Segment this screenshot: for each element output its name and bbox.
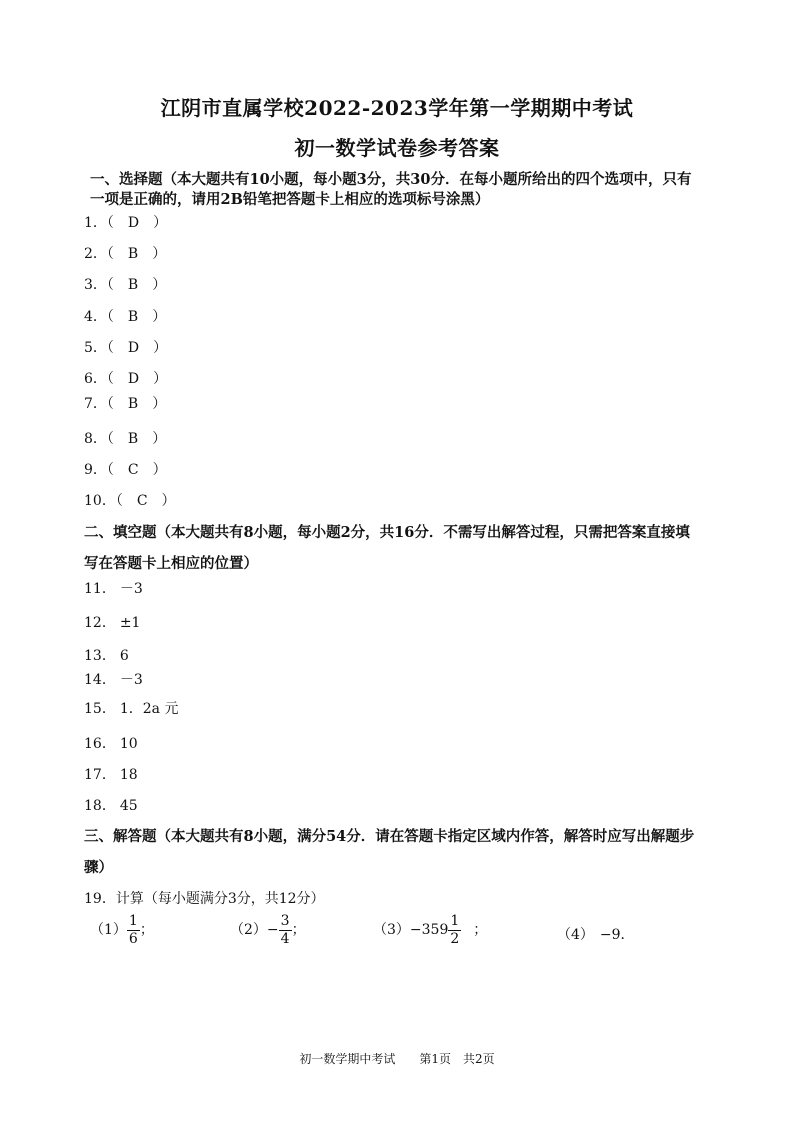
- question-number: 12．: [84, 615, 116, 631]
- choice-answer-row: [84, 274, 166, 294]
- question-number: 11．: [84, 581, 116, 597]
- section2-heading-line2: 写在答题卡上相应的位置）: [84, 555, 258, 572]
- fill-answer-row: [84, 645, 129, 665]
- fill-answer: 6: [119, 648, 129, 664]
- fill-answer-row: [84, 669, 143, 689]
- fill-answer: ±1: [119, 615, 141, 631]
- section2-heading-line1: 二、填空题（本大题共有8小题，每小题2分，共16分．不需写出解答过程，只需把答案直接填: [84, 524, 690, 541]
- part-label: （3）: [373, 922, 410, 939]
- choice-answer: D: [127, 215, 140, 231]
- part-label: （4）: [557, 927, 594, 943]
- q19-part1: [90, 914, 154, 946]
- separator: ；: [473, 922, 488, 939]
- choice-answer-row: [84, 490, 176, 510]
- choice-answer-row: [84, 212, 167, 232]
- fill-answer: 1．2a 元: [119, 701, 179, 717]
- close-paren: ）: [152, 309, 167, 325]
- numerator: 3: [280, 913, 290, 929]
- choice-answer-row: [84, 337, 167, 357]
- fill-answer-row: [84, 764, 138, 784]
- choice-answer-row: [84, 243, 166, 263]
- part-label: （1）: [90, 922, 127, 939]
- fill-answer: －3: [119, 581, 143, 597]
- exam-title: 江阴市直属学校2022-2023学年第一学期期中考试: [160, 96, 634, 120]
- choice-answer-row: [84, 428, 166, 448]
- question-number: 3．（: [84, 277, 114, 293]
- answer-key-title: 初一数学试卷参考答案: [294, 136, 500, 160]
- choice-answer: B: [127, 277, 139, 293]
- question-number: 14．: [84, 672, 116, 688]
- answer-text: −9．: [599, 927, 635, 943]
- question-number: 4．（: [84, 309, 114, 325]
- fraction: [127, 914, 140, 946]
- fill-answer: 45: [119, 798, 138, 814]
- fraction: [279, 914, 292, 946]
- fill-answer-row: [84, 612, 140, 632]
- choice-answer: D: [127, 371, 140, 387]
- fill-answer-row: [84, 578, 143, 598]
- fill-answer: 10: [119, 736, 138, 752]
- q19-part2: [230, 914, 306, 946]
- q19-part3: [373, 914, 487, 946]
- fraction: [448, 914, 461, 946]
- choice-answer: B: [127, 246, 139, 262]
- denominator: 4: [280, 930, 290, 947]
- close-paren: ）: [153, 371, 168, 387]
- choice-answer: C: [136, 493, 148, 509]
- part-label: （2）: [230, 922, 267, 939]
- q19-label: 19．计算（每小题满分3分，共12分）: [84, 891, 325, 907]
- question-number: 2．（: [84, 246, 114, 262]
- question-number: 18．: [84, 798, 116, 814]
- question-number: 8．（: [84, 431, 114, 447]
- fill-answer-row: [84, 698, 178, 718]
- fill-answer: 18: [119, 767, 138, 783]
- separator: ；: [139, 922, 154, 939]
- question-number: 17．: [84, 767, 116, 783]
- separator: ；: [291, 922, 306, 939]
- close-paren: ）: [152, 396, 167, 412]
- question-number: 1．（: [84, 215, 114, 231]
- page-footer: 初一数学期中考试 第1页 共2页: [299, 1052, 495, 1066]
- numerator: 1: [128, 913, 138, 929]
- question-number: 16．: [84, 736, 116, 752]
- choice-answer: B: [127, 309, 139, 325]
- close-paren: ）: [152, 462, 167, 478]
- denominator: 6: [128, 930, 138, 947]
- question-number: 15．: [84, 701, 116, 717]
- question-number: 6．（: [84, 371, 114, 387]
- section1-heading-line2: 一项是正确的，请用2B铅笔把答题卡上相应的选项标号涂黑）: [90, 191, 490, 208]
- numerator: 1: [450, 913, 460, 929]
- prefix: −359: [409, 922, 449, 939]
- question-number: 9．（: [84, 462, 114, 478]
- fill-answer-row: [84, 733, 138, 753]
- close-paren: ）: [153, 340, 168, 356]
- fill-answer: －3: [119, 672, 143, 688]
- choice-answer-row: [84, 368, 167, 388]
- close-paren: ）: [153, 215, 168, 231]
- question-number: 10．（: [84, 493, 123, 509]
- close-paren: ）: [152, 246, 167, 262]
- question-number: 5．（: [84, 340, 114, 356]
- section3-heading-line1: 三、解答题（本大题共有8小题，满分54分．请在答题卡指定区域内作答，解答时应写出解题步: [84, 828, 695, 845]
- choice-answer: B: [127, 431, 139, 447]
- section3-heading-line2: 骤）: [84, 859, 113, 876]
- close-paren: ）: [152, 431, 167, 447]
- q19-part4: [557, 924, 635, 944]
- choice-answer-row: [84, 393, 166, 413]
- prefix: −: [266, 922, 279, 939]
- fill-answer-row: [84, 795, 138, 815]
- choice-answer: D: [127, 340, 140, 356]
- choice-answer: C: [127, 462, 139, 478]
- close-paren: ）: [152, 277, 167, 293]
- question-number: 7．（: [84, 396, 114, 412]
- choice-answer: B: [127, 396, 139, 412]
- section1-heading-line1: 一、选择题（本大题共有10小题，每小题3分，共30分．在每小题所给出的四个选项中，只有: [90, 171, 692, 188]
- denominator: 2: [450, 930, 460, 947]
- close-paren: ）: [161, 493, 176, 509]
- question-number: 13．: [84, 648, 116, 664]
- choice-answer-row: [84, 306, 166, 326]
- choice-answer-row: [84, 459, 167, 479]
